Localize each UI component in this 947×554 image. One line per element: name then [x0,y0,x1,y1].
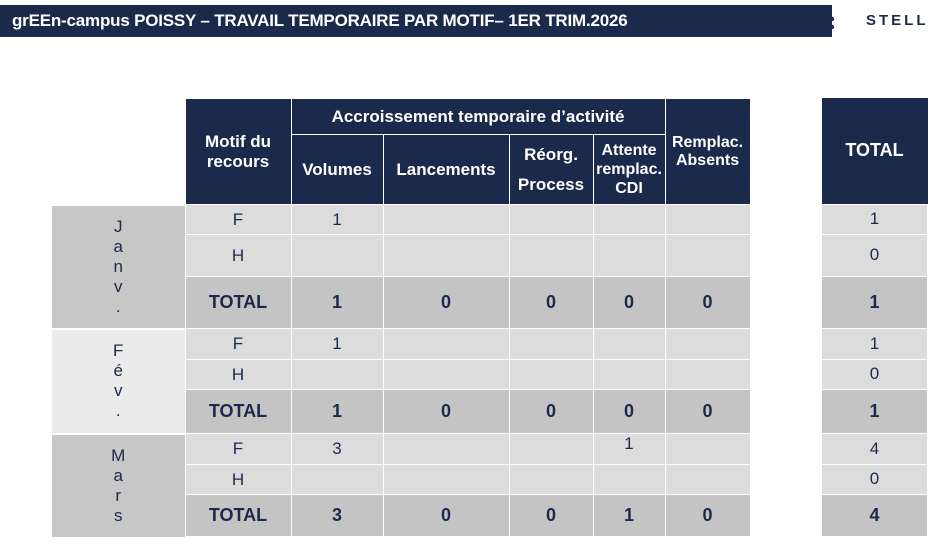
cell-remplac [665,329,750,360]
cell-total: 0 [822,234,928,276]
cell-lancements [383,205,509,235]
month-letter: M [111,445,126,465]
cell-volumes: 3 [291,434,383,465]
cell-lancements [383,235,509,277]
title-banner [0,5,832,37]
cell-motif: H [185,360,291,390]
cell-total: 0 [822,359,928,389]
cell-motif-total: TOTAL [185,390,291,434]
month-label-jan [52,205,185,329]
cell-reorg [509,329,593,360]
cell-attente [593,235,665,277]
header-total: TOTAL [822,98,928,204]
header-accroissement: Accroissement temporaire d’activité [291,99,665,135]
cell-lancements: 0 [383,277,509,329]
cell-total: 1 [822,389,928,433]
cell-volumes: 1 [291,277,383,329]
cell-volumes: 3 [291,495,383,537]
corner-blank [52,99,185,205]
cell-reorg [509,465,593,495]
cell-remplac: 0 [665,277,750,329]
month-label-feb [52,329,185,434]
month-letter: J [114,216,123,236]
cell-remplac [665,360,750,390]
cell-motif: F [185,329,291,360]
cell-motif-total: TOTAL [185,495,291,537]
brand-logo: STELL [866,12,929,29]
cell-reorg [509,360,593,390]
cell-lancements: 0 [383,495,509,537]
motif-table [52,98,751,537]
cell-remplac [665,205,750,235]
cell-volumes [291,465,383,495]
cell-lancements [383,465,509,495]
cell-total: 1 [822,276,928,328]
cell-attente [593,205,665,235]
cell-volumes [291,360,383,390]
cell-motif: F [185,434,291,465]
cell-reorg: 0 [509,390,593,434]
month-letter: F [113,341,124,360]
month-letter: a [113,236,123,256]
cell-lancements [383,329,509,360]
brand-dots-icon [820,10,836,36]
cell-lancements [383,360,509,390]
header-reorg: Réorg. Process [509,135,593,205]
header-remplac: Remplac. Absents [665,99,750,205]
page-title: grEEn-campus POISSY – TRAVAIL TEMPORAIRE PAR MOTIF– 1ER TRIM.2026 [12,11,628,30]
cell-remplac [665,465,750,495]
cell-reorg [509,235,593,277]
cell-reorg: 0 [509,277,593,329]
cell-motif: H [185,235,291,277]
cell-volumes: 1 [291,205,383,235]
month-letter: a [113,465,123,485]
cell-total: 4 [822,433,928,464]
cell-lancements [383,434,509,465]
cell-volumes: 1 [291,390,383,434]
month-label-mar [52,434,185,537]
cell-remplac: 0 [665,390,750,434]
header-motif: Motif du recours [185,99,291,205]
cell-attente: 1 [593,434,665,465]
cell-reorg: 0 [509,495,593,537]
cell-attente: 0 [593,390,665,434]
cell-volumes: 1 [291,329,383,360]
cell-total: 0 [822,464,928,494]
cell-total: 1 [822,328,928,359]
month-letter: n [113,256,123,276]
cell-total: 4 [822,494,928,536]
cell-volumes [291,235,383,277]
cell-motif-total: TOTAL [185,277,291,329]
cell-total: 1 [822,204,928,234]
month-letter: r [115,485,122,505]
cell-attente [593,329,665,360]
cell-reorg [509,434,593,465]
month-letter: é [113,361,123,380]
cell-remplac [665,235,750,277]
header-attente: Attente remplac. CDI [593,135,665,205]
month-letter: . [115,401,121,420]
cell-motif: H [185,465,291,495]
cell-attente: 1 [593,495,665,537]
cell-lancements: 0 [383,390,509,434]
cell-attente [593,465,665,495]
month-letter: s [114,505,123,525]
cell-reorg [509,205,593,235]
cell-attente [593,360,665,390]
cell-remplac: 0 [665,495,750,537]
total-column [821,98,928,537]
header-lancements: Lancements [383,135,509,205]
cell-remplac [665,434,750,465]
cell-motif: F [185,205,291,235]
cell-attente: 0 [593,277,665,329]
month-letter: v [114,276,123,296]
month-letter: v [114,381,123,400]
header-volumes: Volumes [291,135,383,205]
month-letter: . [115,296,121,316]
